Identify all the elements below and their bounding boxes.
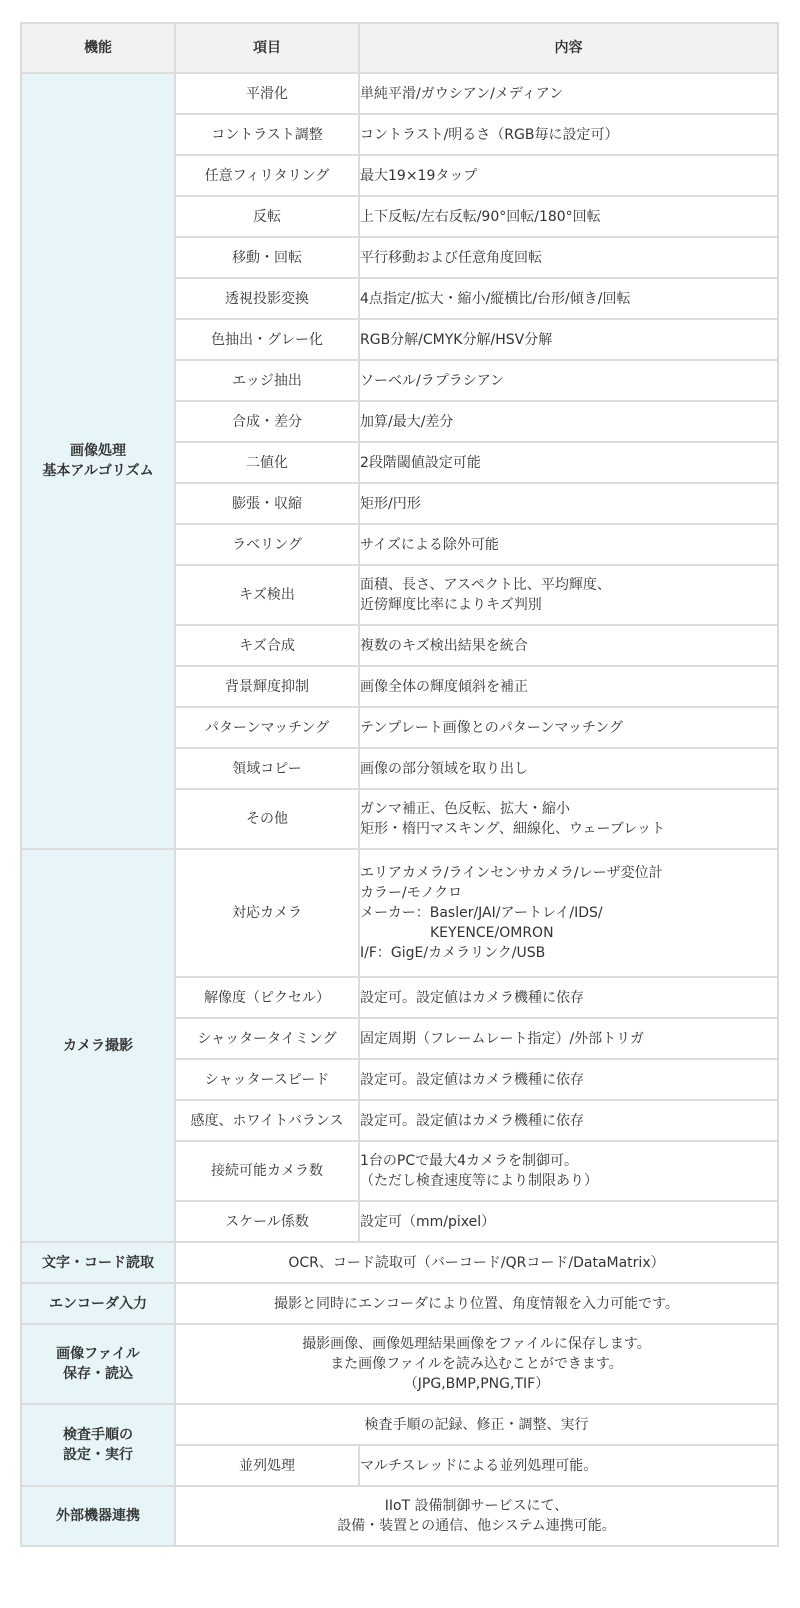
content-cell: ソーベル/ラプラシアン	[359, 360, 778, 401]
content-cell: 設定可（mm/pixel）	[359, 1201, 778, 1242]
item-cell: 対応カメラ	[175, 849, 359, 977]
content-cell: 設定可。設定値はカメラ機種に依存	[359, 1059, 778, 1100]
item-cell: 領域コピー	[175, 748, 359, 789]
item-cell: 並列処理	[175, 1445, 359, 1486]
content-cell: 撮影画像、画像処理結果画像をファイルに保存します。 また画像ファイルを読み込むことができます。 （JPG,BMP,PNG,TIF）	[175, 1324, 778, 1404]
table-row	[21, 1324, 778, 1404]
content-cell: 上下反転/左右反転/90°回転/180°回転	[359, 196, 778, 237]
category-inspection: 検査手順の 設定・実行	[21, 1404, 175, 1486]
item-cell: シャッタースピード	[175, 1059, 359, 1100]
item-cell: 反転	[175, 196, 359, 237]
item-cell: 接続可能カメラ数	[175, 1141, 359, 1201]
item-cell: 平滑化	[175, 73, 359, 114]
item-cell: コントラスト調整	[175, 114, 359, 155]
content-cell: ガンマ補正、色反転、拡大・縮小 矩形・楕円マスキング、細線化、ウェーブレット	[359, 789, 778, 849]
content-cell: 面積、長さ、アスペクト比、平均輝度、 近傍輝度比率によりキズ判別	[359, 565, 778, 625]
item-cell: 感度、ホワイトバランス	[175, 1100, 359, 1141]
content-cell: 検査手順の記録、修正・調整、実行	[175, 1404, 778, 1445]
header-content: 内容	[359, 23, 778, 73]
content-cell: マルチスレッドによる並列処理可能。	[359, 1445, 778, 1486]
item-cell: 色抽出・グレー化	[175, 319, 359, 360]
header-item: 項目	[175, 23, 359, 73]
item-cell: その他	[175, 789, 359, 849]
content-cell: 1台のPCで最大4カメラを制御可。 （ただし検査速度等により制限あり）	[359, 1141, 778, 1201]
table-row	[21, 1486, 778, 1546]
item-cell: 二値化	[175, 442, 359, 483]
table-row	[21, 1283, 778, 1324]
content-cell: 固定周期（フレームレート指定）/外部トリガ	[359, 1018, 778, 1059]
header-category: 機能	[21, 23, 175, 73]
item-cell: 背景輝度抑制	[175, 666, 359, 707]
content-cell: 加算/最大/差分	[359, 401, 778, 442]
content-cell: 4点指定/拡大・縮小/縦横比/台形/傾き/回転	[359, 278, 778, 319]
spec-table	[20, 22, 779, 1547]
item-cell: スケール係数	[175, 1201, 359, 1242]
content-cell: 撮影と同時にエンコーダにより位置、角度情報を入力可能です。	[175, 1283, 778, 1324]
content-cell: 設定可。設定値はカメラ機種に依存	[359, 1100, 778, 1141]
item-cell: キズ検出	[175, 565, 359, 625]
content-cell: コントラスト/明るさ（RGB毎に設定可）	[359, 114, 778, 155]
table-row	[21, 1242, 778, 1283]
item-cell: エッジ抽出	[175, 360, 359, 401]
content-cell: IIoT 設備制御サービスにて、 設備・装置との通信、他システム連携可能。	[175, 1486, 778, 1546]
content-cell: 最大19×19タップ	[359, 155, 778, 196]
item-cell: ラベリング	[175, 524, 359, 565]
content-cell: 2段階閾値設定可能	[359, 442, 778, 483]
content-cell: OCR、コード読取可（バーコード/QRコード/DataMatrix）	[175, 1242, 778, 1283]
category-encoder: エンコーダ入力	[21, 1283, 175, 1324]
content-cell: 単純平滑/ガウシアン/メディアン	[359, 73, 778, 114]
item-cell: 移動・回転	[175, 237, 359, 278]
category-image-processing: 画像処理 基本アルゴリズム	[21, 73, 175, 849]
item-cell: シャッタータイミング	[175, 1018, 359, 1059]
category-image-file: 画像ファイル 保存・読込	[21, 1324, 175, 1404]
category-external: 外部機器連携	[21, 1486, 175, 1546]
item-cell: 解像度（ピクセル）	[175, 977, 359, 1018]
content-cell: 画像の部分領域を取り出し	[359, 748, 778, 789]
item-cell: パターンマッチング	[175, 707, 359, 748]
content-cell: 複数のキズ検出結果を統合	[359, 625, 778, 666]
content-cell: 画像全体の輝度傾斜を補正	[359, 666, 778, 707]
content-cell: RGB分解/CMYK分解/HSV分解	[359, 319, 778, 360]
item-cell: 透視投影変換	[175, 278, 359, 319]
content-cell: 設定可。設定値はカメラ機種に依存	[359, 977, 778, 1018]
item-cell: 合成・差分	[175, 401, 359, 442]
header-row	[21, 23, 778, 73]
content-cell: テンプレート画像とのパターンマッチング	[359, 707, 778, 748]
table-row	[21, 849, 778, 977]
category-camera: カメラ撮影	[21, 849, 175, 1242]
category-ocr: 文字・コード読取	[21, 1242, 175, 1283]
content-cell: サイズによる除外可能	[359, 524, 778, 565]
content-cell: エリアカメラ/ラインセンサカメラ/レーザ変位計 カラー/モノクロ メーカー：Basler/JAI/アートレイ/IDS/ KEYENCE/OMRON I/F：GigE/カメラリンク/USB	[359, 849, 778, 977]
item-cell: キズ合成	[175, 625, 359, 666]
table-row	[21, 1404, 778, 1445]
content-cell: 平行移動および任意角度回転	[359, 237, 778, 278]
content-cell: 矩形/円形	[359, 483, 778, 524]
item-cell: 膨張・収縮	[175, 483, 359, 524]
item-cell: 任意フィリタリング	[175, 155, 359, 196]
table-row	[21, 73, 778, 114]
